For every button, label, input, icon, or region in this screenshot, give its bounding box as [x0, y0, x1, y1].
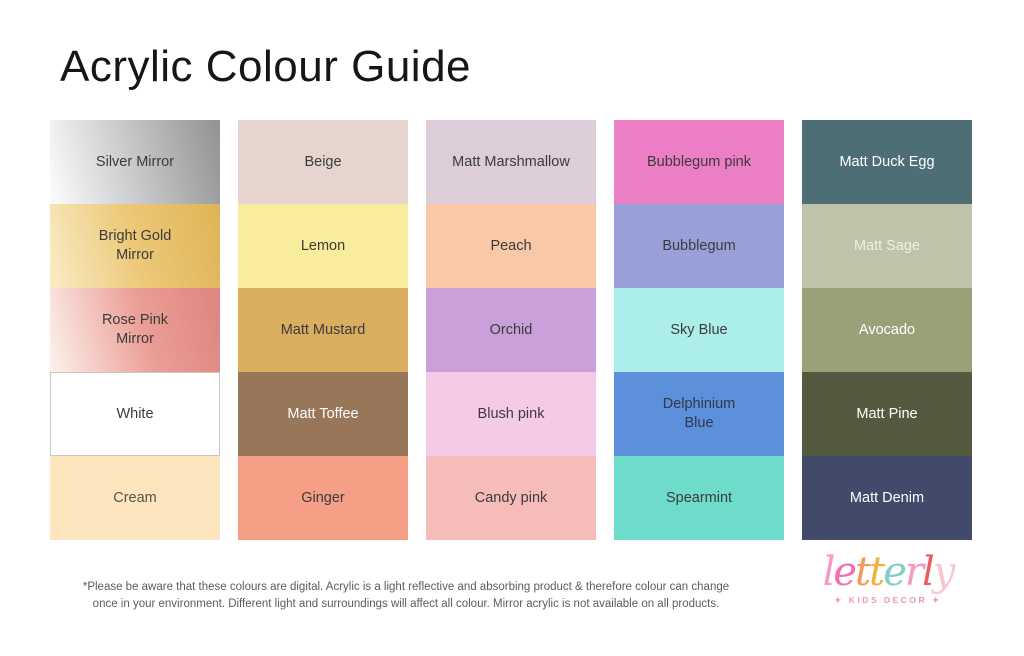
- logo-letter: r: [904, 549, 922, 595]
- swatch-label: Cream: [113, 489, 157, 506]
- colour-column-yellows: [238, 120, 408, 540]
- colour-column-mirrors: [50, 120, 220, 540]
- swatch-spearmint: [614, 456, 784, 540]
- swatch-label: White: [116, 405, 154, 422]
- swatch-label: Orchid: [489, 321, 533, 338]
- page-title: Acrylic Colour Guide: [60, 42, 472, 91]
- swatch-candy-pink: [426, 456, 596, 540]
- disclaimer-line-1: *Please be aware that these colours are digital. Acrylic is a light reflective and absorbing product & therefore colour can change: [82, 581, 730, 593]
- swatch-label: Peach: [490, 237, 532, 254]
- swatch-label: Matt Pine: [856, 405, 918, 422]
- disclaimer-line-2: once in your environment. Different light and surroundings will affect all colour. Mirror acrylic is not available on all products.: [92, 597, 720, 610]
- swatch-label: Rose Pink Mirror: [101, 312, 169, 347]
- logo-letter: e: [833, 549, 856, 595]
- logo-letter: e: [883, 549, 905, 595]
- swatch-peach: [426, 204, 596, 288]
- logo-letter: l: [822, 549, 834, 595]
- swatch-label: Silver Mirror: [95, 153, 175, 170]
- swatch-label: Matt Sage: [853, 237, 921, 254]
- letterly-logo: [798, 550, 978, 606]
- swatch-rose-pink-mirror: [50, 288, 220, 372]
- logo-letter: t: [855, 549, 870, 595]
- swatch-label: Lemon: [300, 237, 346, 254]
- logo-letter: t: [869, 549, 884, 595]
- swatch-lemon: [238, 204, 408, 288]
- swatch-label: Matt Toffee: [287, 405, 359, 422]
- swatch-label: Bright Gold Mirror: [98, 228, 172, 263]
- swatch-label: Matt Mustard: [280, 321, 366, 338]
- swatch-matt-sage: [802, 204, 972, 288]
- swatch-label: Ginger: [301, 489, 345, 506]
- swatch-label: Avocado: [858, 321, 916, 338]
- swatch-matt-pine: [802, 372, 972, 456]
- swatch-blush-pink: [426, 372, 596, 456]
- swatch-bubblegum: [614, 204, 784, 288]
- swatch-matt-denim: [802, 456, 972, 540]
- swatch-beige: [238, 120, 408, 204]
- logo-wordmark: [798, 550, 978, 594]
- swatch-cream: [50, 456, 220, 540]
- swatch-label: Matt Denim: [849, 489, 925, 506]
- swatch-label: Candy pink: [474, 489, 548, 506]
- swatch-matt-toffee: [238, 372, 408, 456]
- colour-grid: [50, 120, 972, 540]
- swatch-label: Spearmint: [665, 489, 733, 506]
- swatch-ginger: [238, 456, 408, 540]
- swatch-bubblegum-pink: [614, 120, 784, 204]
- swatch-sky-blue: [614, 288, 784, 372]
- colour-column-pinks: [426, 120, 596, 540]
- colour-column-greens: [802, 120, 972, 540]
- logo-letter: l: [922, 549, 933, 595]
- swatch-matt-duck-egg: [802, 120, 972, 204]
- swatch-delphinium-blue: [614, 372, 784, 456]
- swatch-white: [50, 372, 220, 456]
- swatch-label: Beige: [304, 153, 342, 170]
- swatch-label: Bubblegum: [662, 237, 736, 254]
- swatch-label: Matt Duck Egg: [839, 153, 935, 170]
- swatch-silver-mirror: [50, 120, 220, 204]
- swatch-matt-mustard: [238, 288, 408, 372]
- colour-column-blues: [614, 120, 784, 540]
- logo-tagline: ✦ KIDS DECOR ✦: [834, 595, 942, 605]
- swatch-avocado: [802, 288, 972, 372]
- swatch-matt-marshmallow: [426, 120, 596, 204]
- swatch-label: Bubblegum pink: [647, 153, 751, 170]
- swatch-label: Matt Marshmallow: [452, 153, 570, 170]
- swatch-label: Sky Blue: [670, 321, 728, 338]
- swatch-bright-gold-mirror: [50, 204, 220, 288]
- swatch-label: Delphinium Blue: [662, 396, 736, 431]
- swatch-label: Blush pink: [477, 405, 545, 422]
- disclaimer: [70, 579, 742, 612]
- swatch-orchid: [426, 288, 596, 372]
- logo-letter: y: [932, 549, 954, 595]
